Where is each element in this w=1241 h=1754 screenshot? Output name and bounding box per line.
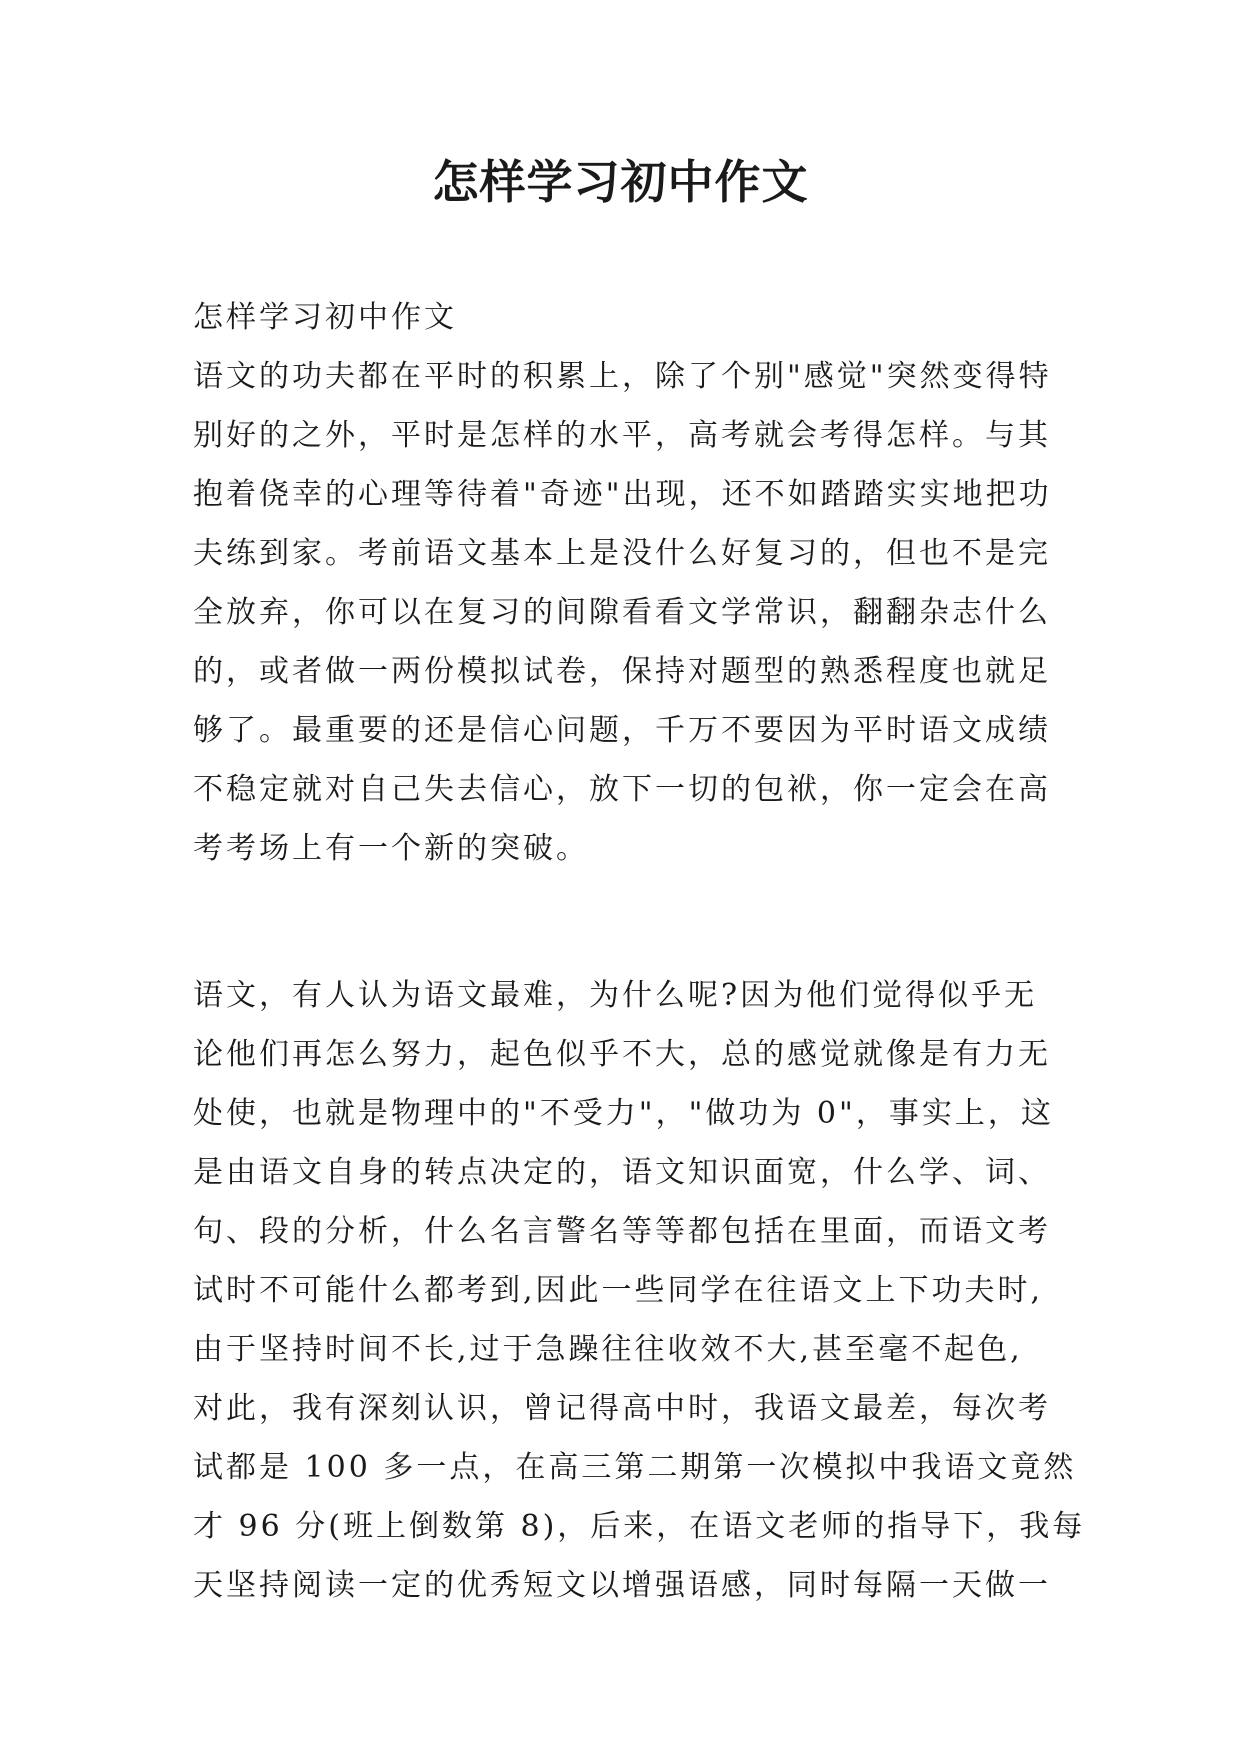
text-line: 天坚持阅读一定的优秀短文以增强语感，同时每隔一天做一 — [193, 1568, 1051, 1603]
text-line: 试时不可能什么都考到,因此一些同学在往语文上下功夫时, — [193, 1273, 1044, 1308]
text-line: 夫练到家。考前语文基本上是没什么好复习的，但也不是完 — [193, 536, 1051, 571]
text-line: 语文的功夫都在平时的积累上，除了个别"感觉"突然变得特 — [193, 359, 1052, 394]
paragraph-spacer — [193, 878, 1063, 966]
text-line: 句、段的分析，什么名言警名等等都包括在里面，而语文考 — [193, 1214, 1051, 1249]
text-line: 别好的之外，平时是怎样的水平，高考就会考得怎样。与其 — [193, 418, 1051, 453]
text-line: 处使，也就是物理中的"不受力"，"做功为 0"，事实上，这 — [193, 1096, 1054, 1131]
paragraph-2 — [193, 966, 1086, 1615]
document-title: 怎样学习初中作文 — [432, 155, 809, 209]
text-line: 语文，有人认为语文最难，为什么呢?因为他们觉得似乎无 — [193, 978, 1038, 1013]
text-line: 全放弃，你可以在复习的间隙看看文学常识，翻翻杂志什么 — [193, 595, 1051, 630]
text-line: 考考场上有一个新的突破。 — [193, 831, 589, 866]
text-line: 才 96 分(班上倒数第 8)，后来，在语文老师的指导下，我每 — [193, 1509, 1086, 1544]
text-line: 对此，我有深刻认识，曾记得高中时，我语文最差，每次考 — [193, 1391, 1051, 1426]
subtitle-line: 怎样学习初中作文 — [193, 300, 457, 335]
text-line: 抱着侥幸的心理等待着"奇迹"出现，还不如踏踏实实地把功 — [193, 477, 1052, 512]
text-line: 不稳定就对自己失去信心，放下一切的包袱，你一定会在高 — [193, 772, 1051, 807]
text-line: 由于坚持时间不长,过于急躁往往收效不大,甚至毫不起色, — [193, 1332, 1023, 1367]
paragraph-1 — [193, 347, 1063, 878]
text-line: 论他们再怎么努力，起色似乎不大，总的感觉就像是有力无 — [193, 1037, 1051, 1072]
text-line: 是由语文自身的转点决定的，语文知识面宽，什么学、词、 — [193, 1155, 1051, 1190]
text-line: 试都是 100 多一点，在高三第二期第一次模拟中我语文竟然 — [193, 1450, 1077, 1485]
document-body — [193, 288, 1086, 1615]
text-line: 的，或者做一两份模拟试卷，保持对题型的熟悉程度也就足 — [193, 654, 1051, 689]
text-line: 够了。最重要的还是信心问题，千万不要因为平时语文成绩 — [193, 713, 1051, 748]
